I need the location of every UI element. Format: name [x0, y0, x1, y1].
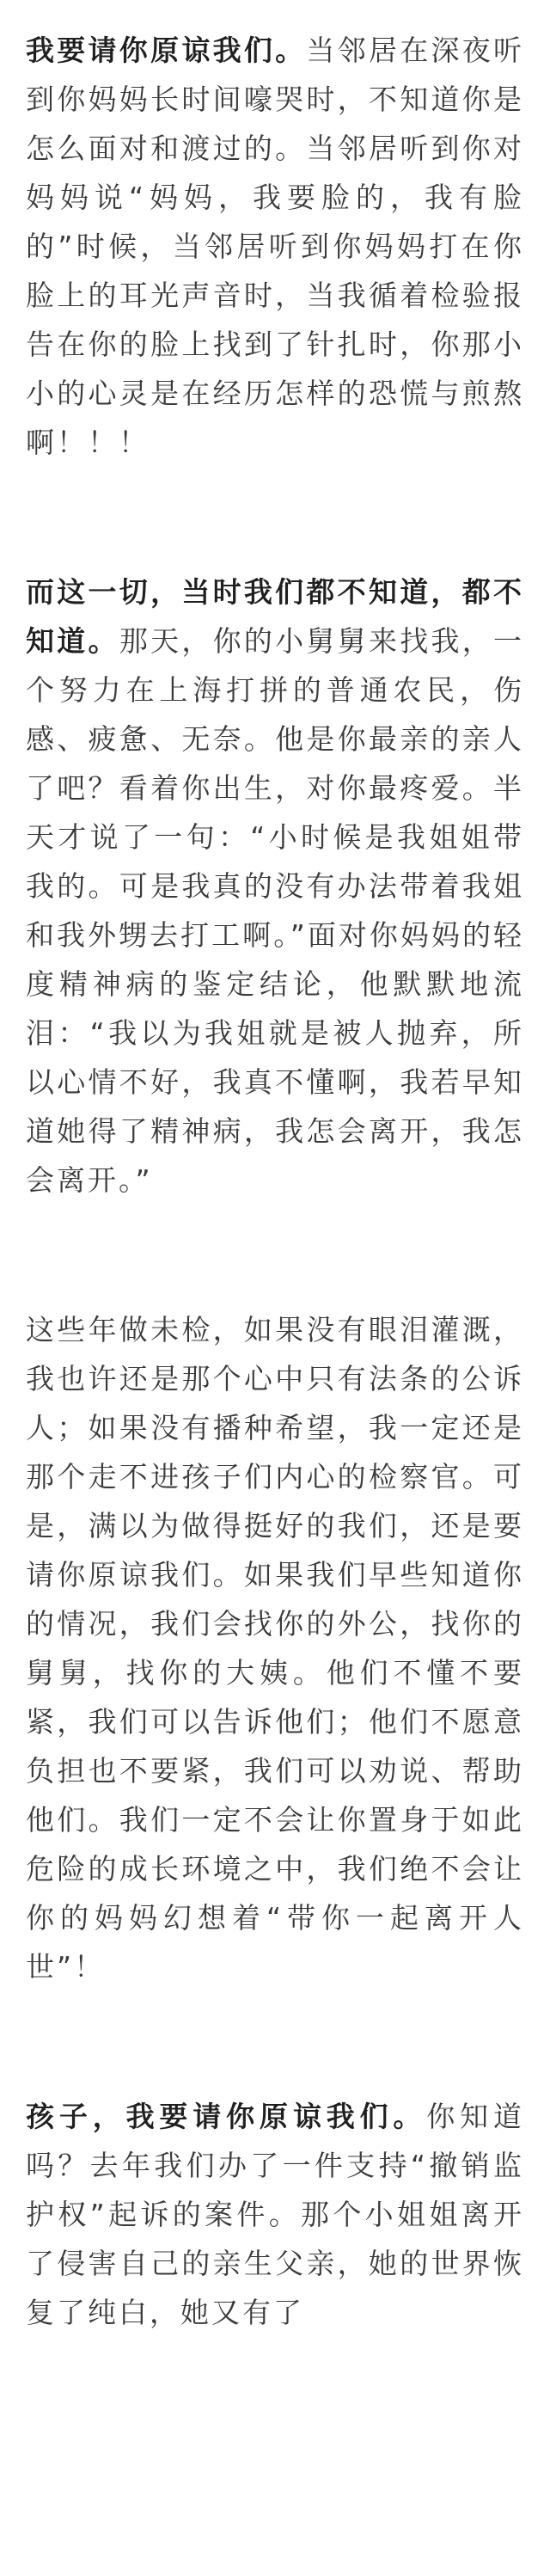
- paragraph-4: [26, 2092, 524, 2337]
- paragraph-2-lead: 而这一切，当时我们都不知道，都不知道。: [26, 575, 524, 658]
- paragraph-4-body: 你知道吗？去年我们办了一件支持“撤销监护权”起诉的案件。那个小姐姐离开了侵害自己的亲生父亲，她的世界恢复了纯白，她又有了: [26, 2100, 525, 2329]
- paragraph-4-lead: 孩子，我要请你原谅我们。: [26, 2100, 427, 2133]
- paragraph-2: [26, 567, 524, 1205]
- paragraph-2-body: 那天，你的小舅舅来找我，一个努力在上海打拼的普通农民，伤感、疲惫、无奈。他是你最亲的亲人了吧？看着你出生，对你最疼爱。半天才说了一句：“小时候是我姐姐带我的。可是我真的没有办法带着我姐和我外甥去打工啊。”面对你妈妈的轻度精神病的鉴定结论，他默默地流泪：“我以为我姐就是被人抛弃，所以心情不好，我真不懂啊，我若早知道她得了精神病，我怎会离开，我怎会离开。”: [26, 624, 525, 1197]
- paragraph-1-body: 当邻居在深夜听到你妈妈长时间嚎哭时，不知道你是怎么面对和渡过的。当邻居听到你对妈妈说“妈妈，我要脸的，我有脸的”时候，当邻居听到你妈妈打在你脸上的耳光声音时，当我循着检验报告在你的脸上找到了针扎时，你那小小的心灵是在经历怎样的恐慌与煎熬啊！！！: [26, 34, 525, 459]
- paragraph-1: [26, 26, 524, 467]
- paragraph-3: [26, 1305, 524, 1991]
- paragraph-3-body: 这些年做未检，如果没有眼泪灌溉，我也许还是那个心中只有法条的公诉人；如果没有播种希望，我一定还是那个走不进孩子们内心的检察官。可是，满以为做得挺好的我们，还是要请你原谅我们。如果我们早些知道你的情况，我们会找你的外公，找你的舅舅，找你的大姨。他们不懂不要紧，我们可以告诉他们；他们不愿意负担也不要紧，我们可以劝说、帮助他们。我们一定不会让你置身于如此危险的成长环境之中，我们绝不会让你的妈妈幻想着“带你一起离开人世”！: [26, 1313, 524, 1984]
- paragraph-1-lead: 我要请你原谅我们。: [26, 34, 307, 67]
